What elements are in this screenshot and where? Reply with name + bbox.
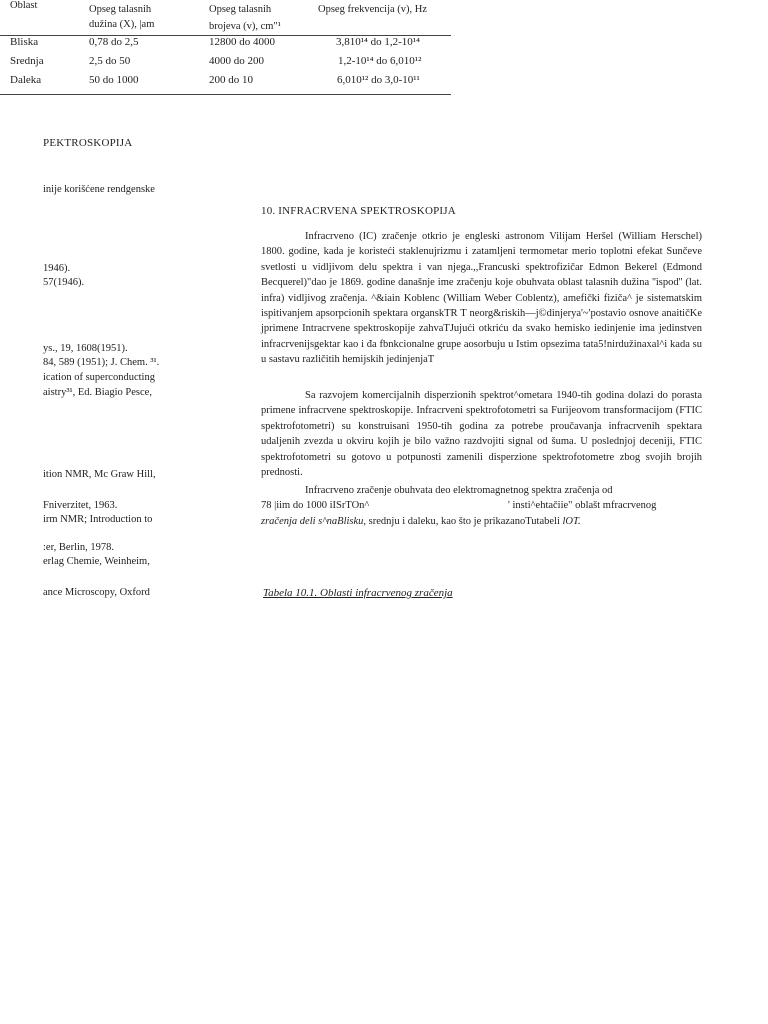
left-line: :er, Berlin, 1978. <box>43 542 115 553</box>
header-wavenumber-line1: Opseg talasnih <box>209 4 272 15</box>
left-line: ance Microscopy, Oxford <box>43 587 150 598</box>
left-line: Fniverzitet, 1963. <box>43 500 118 511</box>
cell-region: Srednja <box>10 55 44 67</box>
header-region: Oblast <box>10 0 38 11</box>
cell-wavenumber: 4000 do 200 <box>209 55 264 67</box>
cell-frequency: 6,010¹² do 3,0-10¹¹ <box>337 74 420 86</box>
left-line: inije korišćene rendgenske <box>43 184 155 195</box>
cell-wavelength: 50 do 1000 <box>89 74 139 86</box>
paragraph-range-line2a: 78 |iim do 1000 iISrTOn^ <box>261 500 370 511</box>
left-line: ition NMR, Mc Graw Hill, <box>43 469 156 480</box>
range-text-b: srednju i daleku, kao što je prikazanoTutabeli <box>366 516 563 527</box>
paragraph-history-text: Infracrveno (IC) zračenje otkrio je engleski astronom Vilijam Heršel (William Herschel) 1800. godine, kada je koristeći staklenujrizmu i zatamljeni termometar merio toplotni efekat Sunčeve svetlosti u vidljivom delu spektra i van njega.,,Francuski spektrofizičar Edmon Bekerel (Edmond Becquerel)"dao je 1869. godine današnje ime zračenju koje obuhvata oblast talasnih dužina ''ispod'' (lat. infra) vidljivog zračenja. ^&iain Koblenc (William Weber Coblentz), amefički fizičа^ je sistematskim ispitivanjem apsorpcionih spektara organskTR T neorg&riskih—j©dinjerya'~'postavio osnove anaitičKe jprimene Intracrvene spektroskopije zahvaTJujući otkriću da svako hemisko iedinjenie ima jedinstven infracrvenijsgektar kao i đa fbnkcionalne grupe aosorbuju u Istim opsezima tata5!nirdužinaxal^i kada su u sastavu različitih hemijskih jedinjenjaT <box>261 231 702 366</box>
section-title: 10. INFRACRVENA SPEKTROSKOPIJA <box>261 205 456 217</box>
cell-region: Bliska <box>10 36 39 48</box>
left-line: aistry³¹, Ed. Biagio Pesce, <box>43 387 152 398</box>
paragraph-range-line3 <box>261 515 581 528</box>
left-line: erlag Chemie, Weinheim, <box>43 556 150 567</box>
cell-wavelength: 2,5 do 50 <box>89 55 131 67</box>
paragraph-range-line2b: ' insti^ehtačiie" oblašt mfracrvenog <box>508 500 657 511</box>
paragraph-history <box>261 229 702 368</box>
table-bottom-rule <box>0 94 451 95</box>
header-wavelength-line2: dužina (X), |am <box>89 19 155 30</box>
paragraph-range-line1: Infracrveno zračenje obuhvata deo elektromagnetnog spektra zračenja od <box>305 485 613 496</box>
table-caption: Tabela 10.1. Oblasti infracrvenog zračenja <box>263 587 453 599</box>
cell-wavenumber: 200 do 10 <box>209 74 253 86</box>
left-line: irm NMR; Introduction to <box>43 514 153 525</box>
paragraph-ftic <box>261 388 702 480</box>
left-line: 84, 589 (1951); J. Chem. ³¹. <box>43 357 160 368</box>
cell-frequency: 3,810¹⁴ do 1,2-10¹⁴ <box>336 36 420 48</box>
cell-wavenumber: 12800 do 4000 <box>209 36 275 48</box>
cell-frequency: 1,2-10¹⁴ do 6,010¹² <box>338 55 422 67</box>
cell-region: Daleka <box>10 74 42 86</box>
cell-wavelength: 0,78 do 2,5 <box>89 36 139 48</box>
paragraph-ftic-text: Sa razvojem komercijalnih disperzionih spektrot^ometara 1940-tih godina dolazi do porasta primene infracrvene spektroskopije. Infracrveni spektrofotometri sa Furijeovom transformacijom (FTIC spektrofotometri) su konstruisani 1950-tih godina za potrebe proučavanja infracrvenih spektara udaljenih zvezda u okviru kojih je bilo važno razdvojiti signal od šuma. U poslednjoj deceniji, FTIC spektrofotometri su gotovo u potpunosti zamenili disperzione spektrofotometre zbog svojih brojih prednosti. <box>261 390 702 479</box>
left-line: 1946). <box>43 263 71 274</box>
left-line: 57(1946). <box>43 277 85 288</box>
range-text-c: lOT. <box>562 516 581 527</box>
left-line: ys., 19, 1608(1951). <box>43 343 128 354</box>
header-wavenumber-line2: brojeva (v), cm"¹ <box>209 21 281 32</box>
header-wavelength-line1: Opseg talasnih <box>89 4 152 15</box>
left-heading: PEKTROSKOPIJA <box>43 137 133 149</box>
header-frequency: Opseg frekvencija (v), Hz <box>318 4 428 15</box>
range-text-a: zračenja deli s^naBlisku, <box>261 516 367 527</box>
left-line: ication of superconducting <box>43 372 155 383</box>
